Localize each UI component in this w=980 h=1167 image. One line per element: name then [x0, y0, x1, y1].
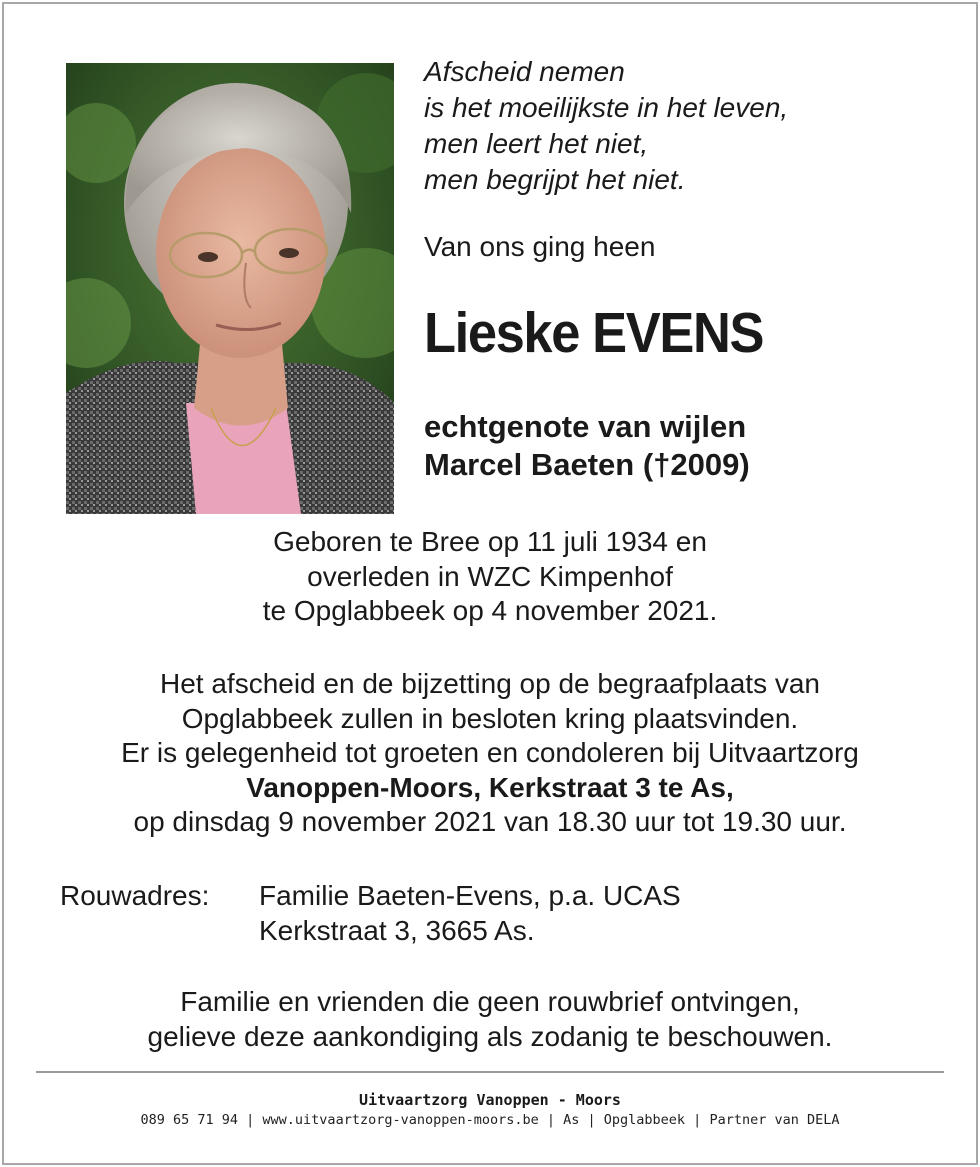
poem [424, 54, 788, 198]
address-line: Familie Baeten-Evens, p.a. UCAS [259, 880, 681, 911]
ceremony-line: op dinsdag 9 november 2021 van 18.30 uur tot 19.30 uur. [133, 806, 847, 837]
details-line: Geboren te Bree op 11 juli 1934 en [273, 526, 707, 557]
footer-contact-info: 089 65 71 94 | www.uitvaartzorg-vanoppen-moors.be | As | Opglabbeek | Partner van DELA [140, 1112, 840, 1128]
spouse-line: Marcel Baeten (†2009) [424, 447, 750, 482]
address-label: Rouwadres: [60, 880, 210, 911]
funeral-home-location: Vanoppen-Moors, Kerkstraat 3 te As, [246, 771, 734, 803]
ceremony-line: Het afscheid en de bijzetting op de begraafplaats van [159, 668, 820, 699]
address-lines [259, 878, 681, 948]
details-line: overleden in WZC Kimpenhof [307, 560, 673, 592]
details-line: te Opglabbeek op 4 november 2021. [262, 595, 718, 626]
spouse-line: echtgenote van wijlen [424, 409, 747, 444]
footer-title: Uitvaartzorg Vanoppen - Moors [359, 1091, 621, 1109]
poem-line: Afscheid nemen [424, 56, 625, 87]
notice-line: gelieve deze aankondiging als zodanig te beschouwen. [147, 1020, 833, 1052]
notice-text [0, 985, 980, 1054]
ceremony-details [0, 667, 980, 840]
spouse-info [424, 408, 750, 484]
notice-line: Familie en vrienden die geen rouwbrief ontvingen, [180, 986, 800, 1017]
deceased-name: Lieske EVENS [424, 301, 764, 365]
intro-text: Van ons ging heen [424, 231, 656, 262]
address-line: Kerkstraat 3, 3665 As. [259, 915, 535, 946]
portrait-photo [66, 63, 394, 514]
poem-line: is het moeilijkste in het leven, [424, 92, 789, 123]
poem-line: men leert het niet, [424, 128, 649, 159]
footer-divider [36, 1071, 944, 1073]
poem-line: men begrijpt het niet. [424, 164, 686, 195]
ceremony-line: Opglabbeek zullen in besloten kring plaatsvinden. [181, 702, 799, 734]
ceremony-line: Er is gelegenheid tot groeten en condoleren bij Uitvaartzorg [121, 737, 859, 768]
birth-death-details [0, 525, 980, 629]
